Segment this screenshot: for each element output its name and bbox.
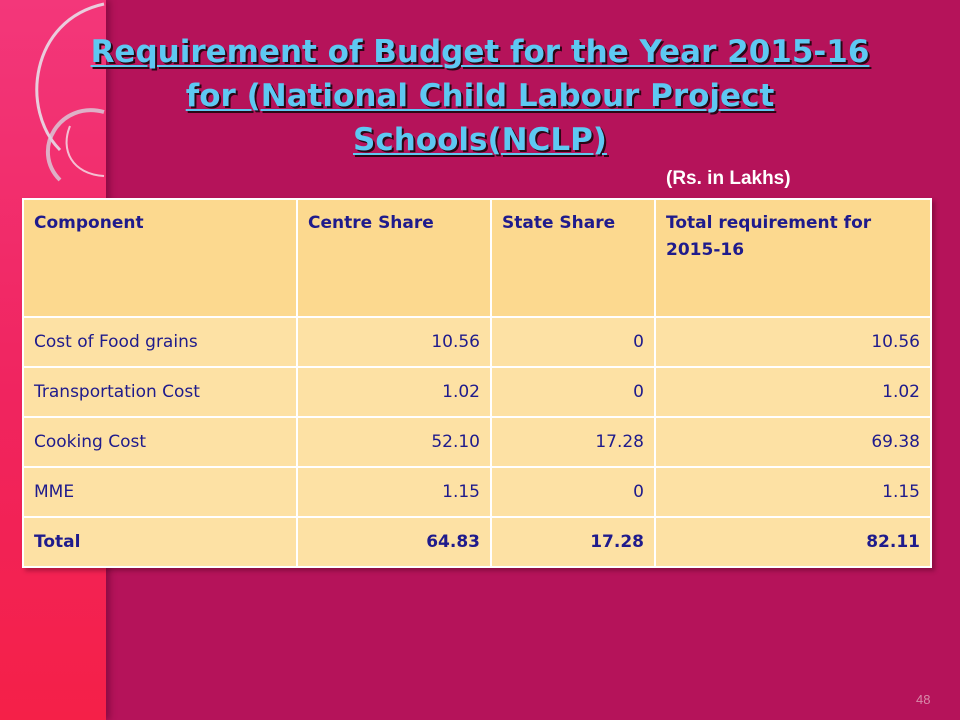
state-share-value: 0 [491, 467, 655, 517]
title-line-1: Requirement of Budget for the Year 2015-16 [90, 34, 870, 70]
header-component: Component [23, 199, 297, 317]
total-requirement: 82.11 [655, 517, 931, 567]
centre-share-value: 1.15 [297, 467, 491, 517]
total-value: 1.02 [655, 367, 931, 417]
page-number: 48 [916, 692, 931, 707]
header-centre-share: Centre Share [297, 199, 491, 317]
table-total-row [23, 517, 931, 567]
units-note: (Rs. in Lakhs) [666, 168, 791, 189]
total-value: 10.56 [655, 317, 931, 367]
title-line-3: Schools(NCLP) [353, 122, 607, 158]
total-label: Total [23, 517, 297, 567]
total-state-share: 17.28 [491, 517, 655, 567]
budget-table [22, 198, 932, 568]
state-share-value: 17.28 [491, 417, 655, 467]
row-label: Cooking Cost [23, 417, 297, 467]
header-state-share: State Share [491, 199, 655, 317]
row-label: Cost of Food grains [23, 317, 297, 367]
header-total-requirement: Total requirement for 2015-16 [655, 199, 931, 317]
state-share-value: 0 [491, 367, 655, 417]
table-row [23, 417, 931, 467]
row-label: Transportation Cost [23, 367, 297, 417]
state-share-value: 0 [491, 317, 655, 367]
slide-title [40, 30, 920, 162]
centre-share-value: 52.10 [297, 417, 491, 467]
centre-share-value: 10.56 [297, 317, 491, 367]
table-row [23, 467, 931, 517]
title-line-2: for (National Child Labour Project [185, 78, 775, 114]
total-value: 69.38 [655, 417, 931, 467]
table-row [23, 367, 931, 417]
total-centre-share: 64.83 [297, 517, 491, 567]
total-value: 1.15 [655, 467, 931, 517]
centre-share-value: 1.02 [297, 367, 491, 417]
table-header-row [23, 199, 931, 317]
row-label: MME [23, 467, 297, 517]
table-row [23, 317, 931, 367]
